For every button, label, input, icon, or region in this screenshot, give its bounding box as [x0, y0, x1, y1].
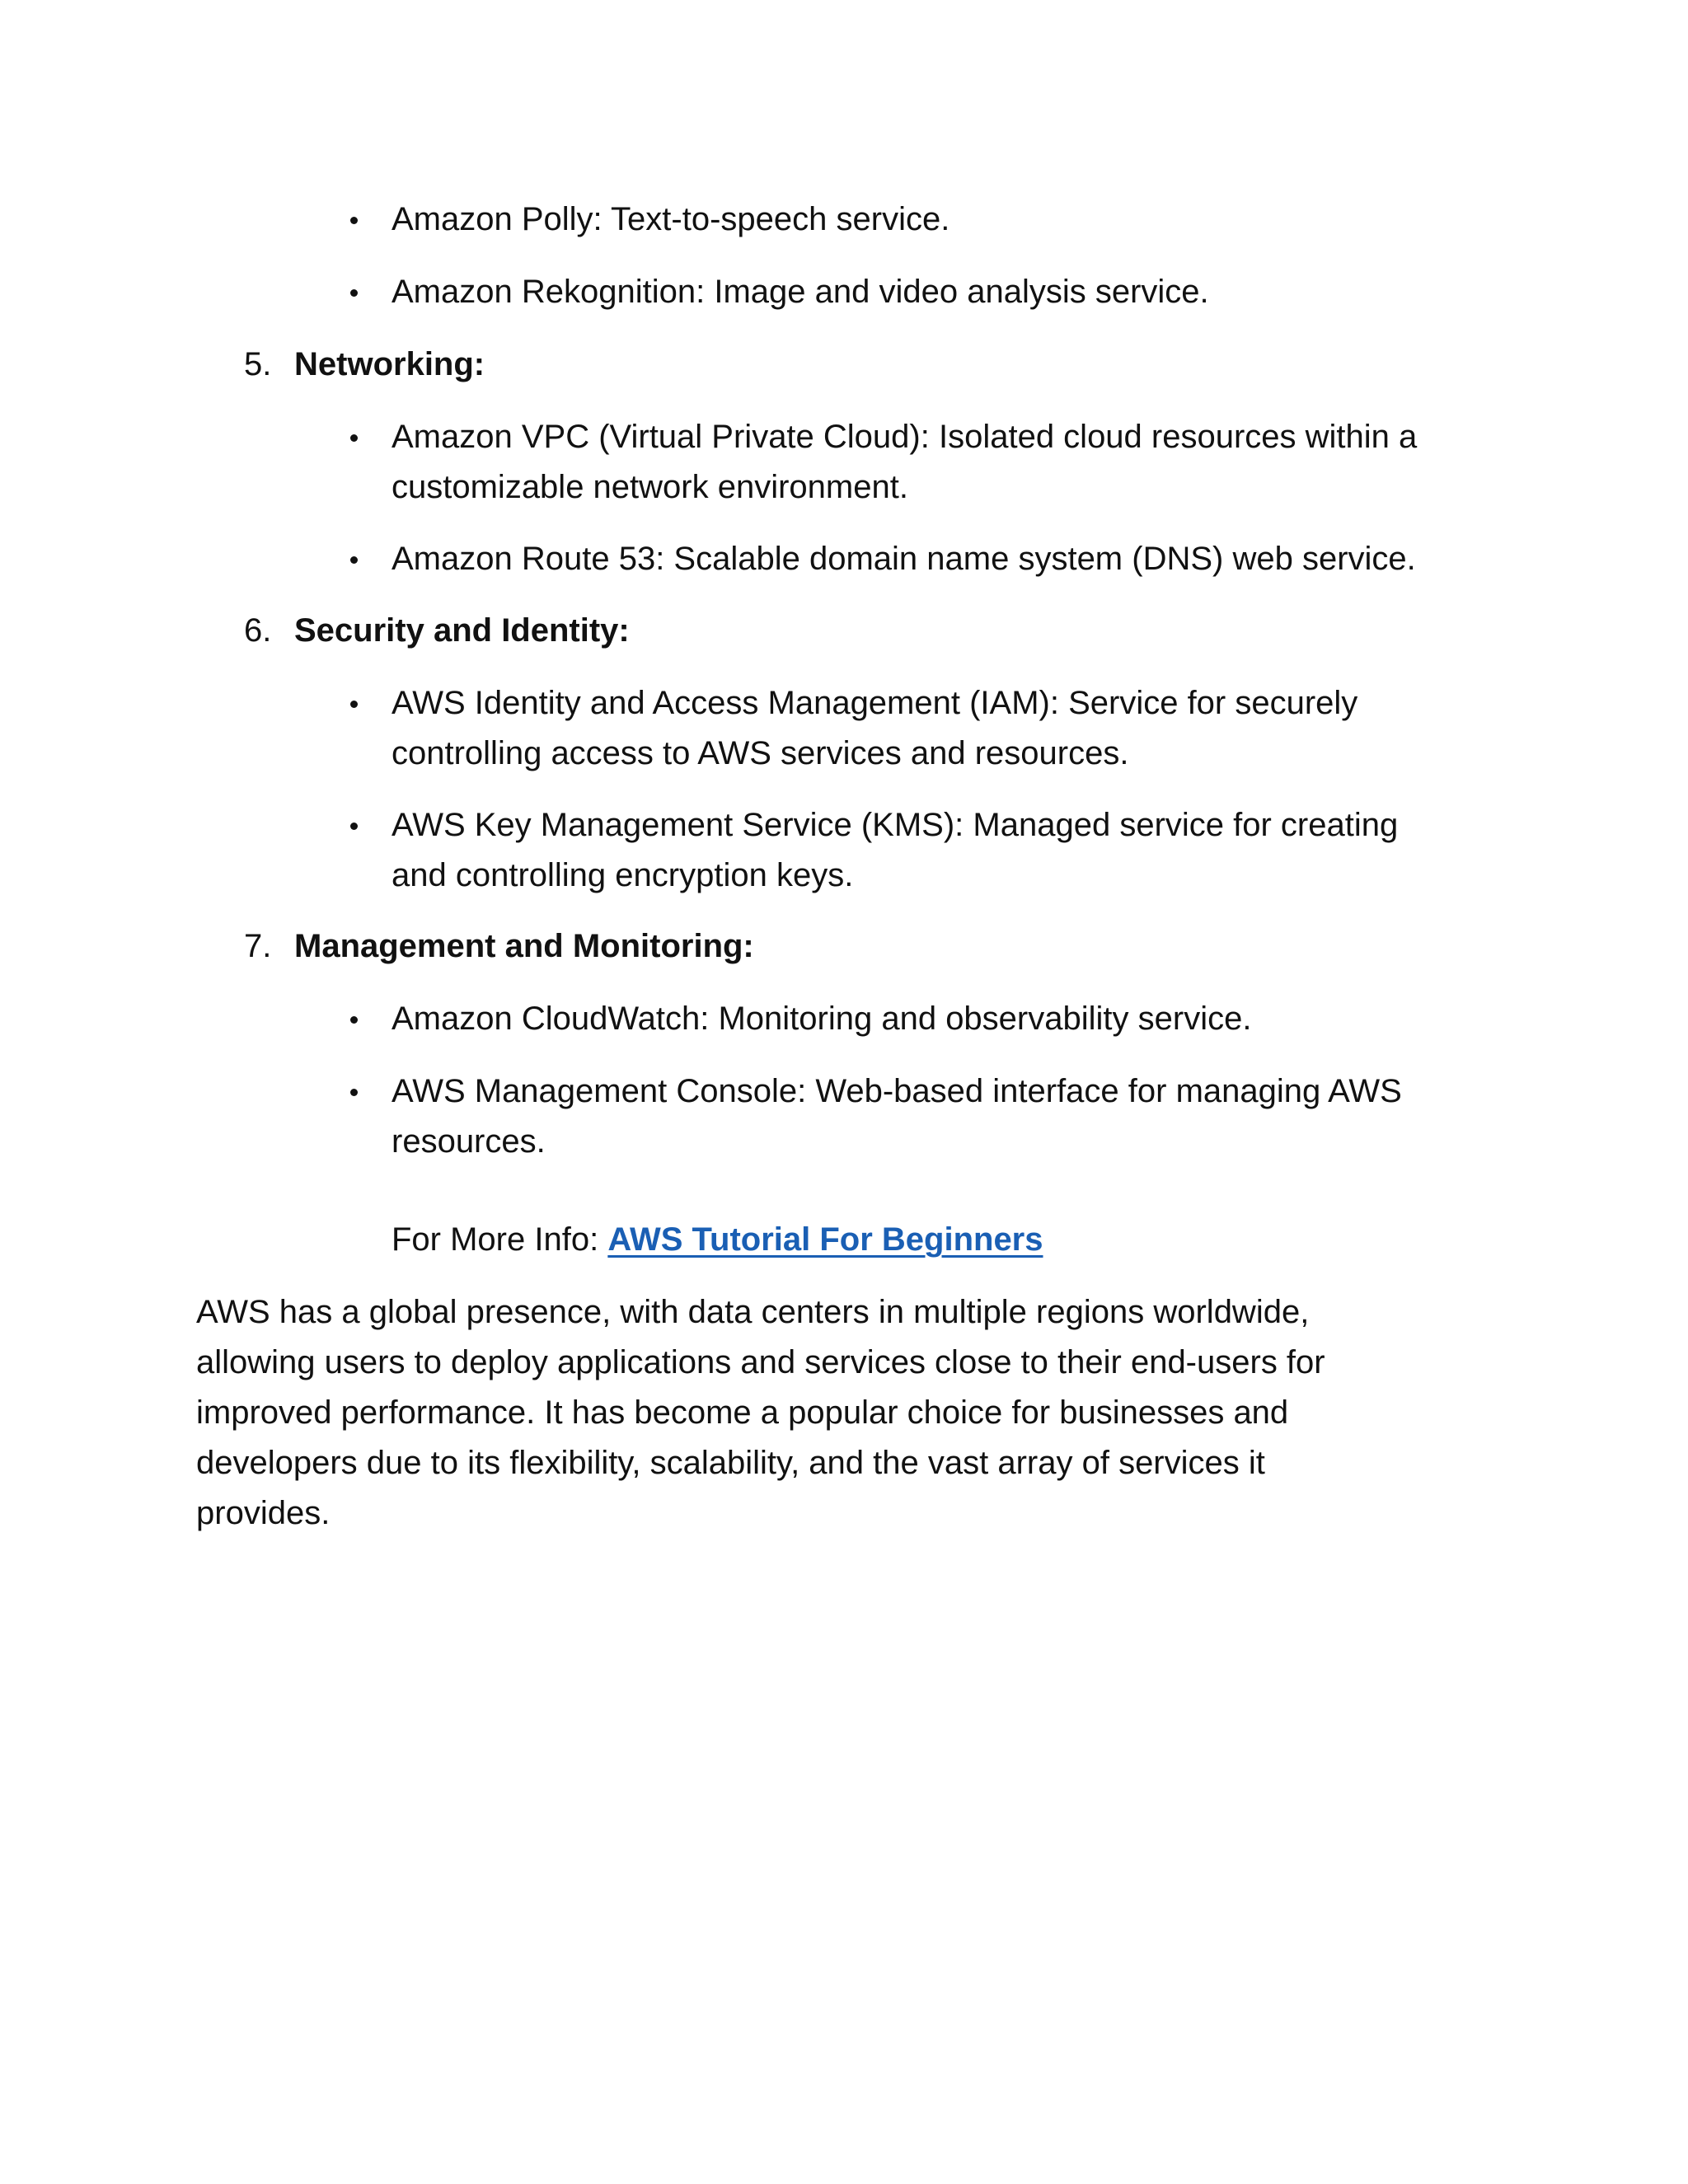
list-item: Amazon Rekognition: Image and video analysis service. — [392, 274, 1209, 310]
list-item: Amazon Route 53: Scalable domain name system (DNS) web service. — [392, 541, 1416, 577]
bullet-icon — [350, 289, 358, 297]
list-item-continuation: controlling access to AWS services and resources. — [392, 735, 1129, 771]
bullet-icon — [350, 1016, 358, 1024]
paragraph-line: allowing users to deploy applications and services close to their end-users for — [196, 1344, 1325, 1380]
list-item: AWS Key Management Service (KMS): Managed service for creating — [392, 807, 1399, 843]
bullet-icon — [350, 823, 358, 830]
more-info-label: For More Info: — [392, 1221, 608, 1258]
bullet-icon — [350, 217, 358, 224]
section-heading-management: Management and Monitoring: — [294, 928, 754, 964]
more-info-line — [392, 1215, 1043, 1265]
list-item-continuation: customizable network environment. — [392, 469, 908, 505]
aws-tutorial-link[interactable]: AWS Tutorial For Beginners — [607, 1221, 1043, 1258]
bullet-icon — [350, 434, 358, 442]
section-heading-security: Security and Identity: — [294, 612, 630, 649]
section-number: 5. — [244, 346, 272, 382]
list-item: AWS Identity and Access Management (IAM): Service for securely — [392, 685, 1358, 721]
paragraph-line: improved performance. It has become a popular choice for businesses and — [196, 1394, 1289, 1431]
section-number: 7. — [244, 928, 272, 964]
section-number: 6. — [244, 612, 272, 649]
list-item-continuation: and controlling encryption keys. — [392, 857, 854, 893]
list-item: AWS Management Console: Web-based interface for managing AWS — [392, 1073, 1402, 1109]
paragraph-line: developers due to its flexibility, scalability, and the vast array of services it — [196, 1445, 1265, 1481]
list-item-continuation: resources. — [392, 1123, 546, 1160]
list-item: Amazon CloudWatch: Monitoring and observability service. — [392, 1001, 1252, 1037]
list-item: Amazon Polly: Text-to-speech service. — [392, 201, 950, 237]
bullet-icon — [350, 701, 358, 708]
section-heading-networking: Networking: — [294, 346, 485, 382]
paragraph-line: provides. — [196, 1495, 331, 1531]
bullet-icon — [350, 1089, 358, 1096]
paragraph-line: AWS has a global presence, with data centers in multiple regions worldwide, — [196, 1294, 1310, 1330]
bullet-icon — [350, 556, 358, 564]
list-item: Amazon VPC (Virtual Private Cloud): Isolated cloud resources within a — [392, 419, 1418, 455]
